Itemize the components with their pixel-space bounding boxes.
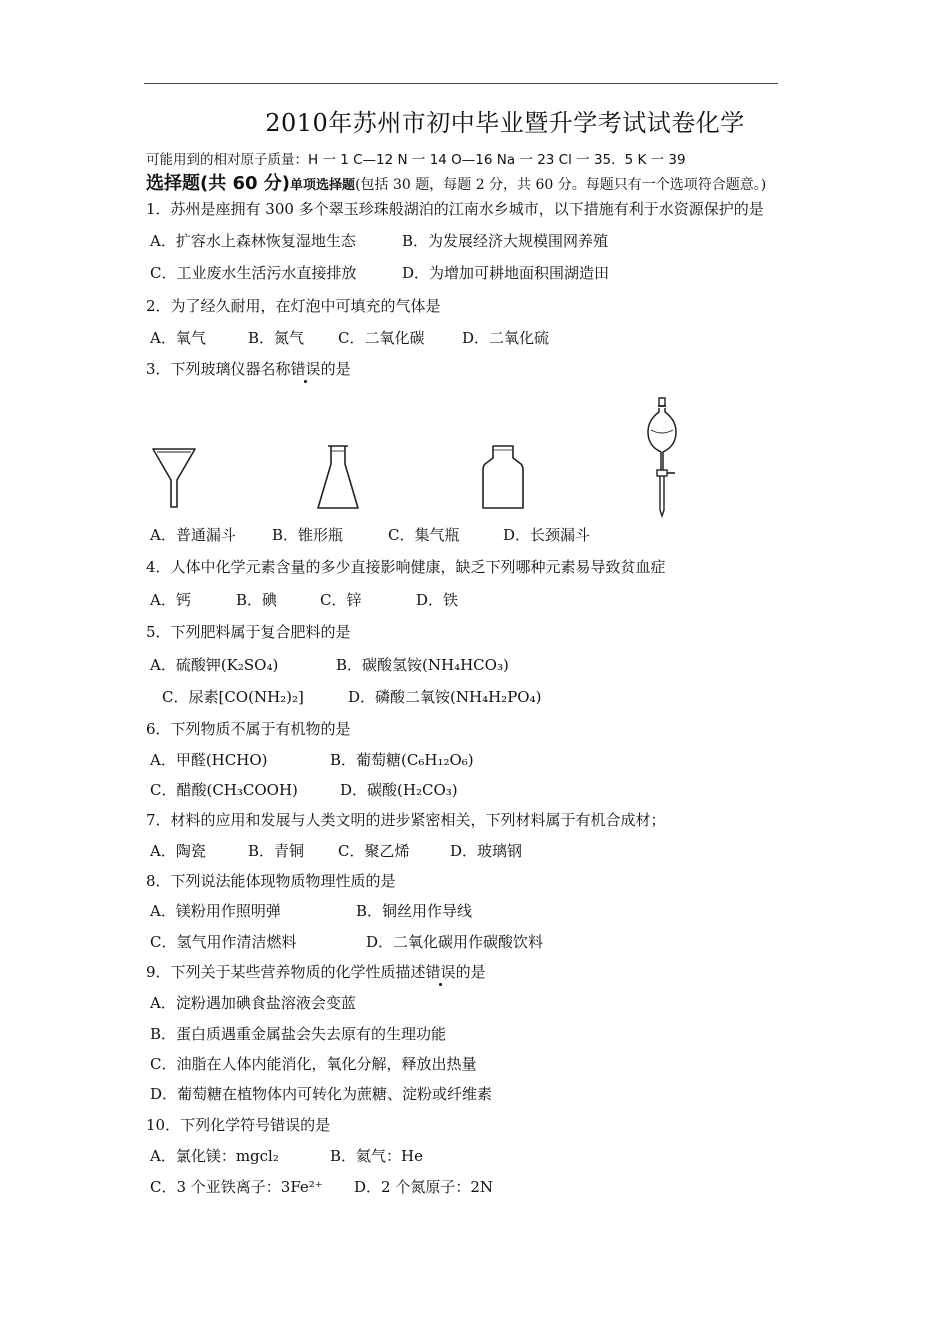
question-3-stem-end: 的是 [320, 360, 351, 378]
question-6-option-a: A．甲醛(HCHO) [150, 751, 268, 769]
question-2-option-b: B．氮气 [248, 329, 305, 347]
question-10-option-d: D．2 个氮原子：2N [354, 1178, 494, 1196]
question-4-option-d: D．铁 [416, 591, 459, 609]
page-title: 2010年苏州市初中毕业暨升学考试试卷化学 [265, 109, 745, 137]
atomic-masses-line: 可能用到的相对原子质量：H 一 1 C—12 N 一 14 O—16 Na 一 23 Cl 一 35．5 K 一 39 [146, 152, 686, 168]
section-title: 选择题(共 60 分) [146, 173, 291, 194]
question-2-option-a: A．氧气 [150, 329, 206, 347]
question-8-stem: 8．下列说法能体现物质物理性质的是 [146, 872, 396, 890]
question-5-option-b: B．碳酸氢铵(NH₄HCO₃) [336, 656, 509, 674]
question-3-option-a: A．普通漏斗 [150, 526, 236, 544]
question-4-option-c: C．锌 [320, 591, 362, 609]
question-7-stem: 7．材料的应用和发展与人类文明的进步紧密相关，下列材料属于有机合成材； [146, 811, 666, 829]
gas-jar-icon [478, 440, 528, 512]
question-7-option-d: D．玻璃钢 [450, 842, 523, 860]
question-5-option-c: C．尿素[CO(NH₂)₂] [162, 688, 304, 706]
question-8-option-a: A．镁粉用作照明弹 [150, 902, 281, 920]
conical-flask-icon [314, 442, 362, 512]
question-8-option-b: B．铜丝用作导线 [356, 902, 473, 920]
question-8-option-d: D．二氧化碳用作碳酸饮料 [366, 933, 544, 951]
separatory-funnel-icon [642, 396, 682, 520]
question-7-option-b: B．青铜 [248, 842, 305, 860]
question-1-option-d: D．为增加可耕地面积围湖造田 [402, 264, 610, 282]
question-9-option-a: A．淀粉遇加碘食盐溶液会变蓝 [150, 994, 356, 1012]
question-3-option-d: D．长颈漏斗 [503, 526, 591, 544]
question-10-option-c: C．3 个亚铁离子：3Fe²⁺ [150, 1178, 323, 1196]
question-3-option-b: B．锥形瓶 [272, 526, 344, 544]
question-4-stem: 4．人体中化学元素含量的多少直接影响健康，缺乏下列哪种元素易导致贫血症 [146, 558, 666, 576]
question-10-stem: 10．下列化学符号错误的是 [146, 1116, 331, 1134]
question-4-option-b: B．碘 [236, 591, 278, 609]
question-9-stem-end: 的是 [455, 963, 486, 981]
question-5-option-d: D．磷酸二氧铵(NH₄H₂PO₄) [348, 688, 542, 706]
question-10-option-b: B．氦气：He [330, 1147, 423, 1165]
question-9-option-c: C．油脂在人体内能消化，氧化分解，释放出热量 [150, 1055, 477, 1073]
question-2-option-d: D．二氧化硫 [462, 329, 550, 347]
question-2-option-c: C．二氧化碳 [338, 329, 425, 347]
question-7-option-c: C．聚乙烯 [338, 842, 410, 860]
question-6-stem: 6．下列物质不属于有机物的是 [146, 720, 351, 738]
question-9-stem [146, 962, 486, 982]
question-3-stem-start: 3．下列玻璃仪器名称 [146, 360, 291, 378]
question-9-emphasis: 错误 [425, 963, 456, 981]
question-6-option-b: B．葡萄糖(C₆H₁₂O₆) [330, 751, 474, 769]
question-6-option-c: C．醋酸(CH₃COOH) [150, 781, 298, 799]
question-10-option-a: A．氯化镁：mgcl₂ [150, 1147, 279, 1165]
question-5-stem: 5．下列肥料属于复合肥料的是 [146, 623, 351, 641]
question-7-option-a: A．陶瓷 [150, 842, 206, 860]
question-9-option-b: B．蛋白质遇重金属盐会失去原有的生理功能 [150, 1025, 447, 1043]
funnel-icon [150, 445, 198, 509]
question-3-option-c: C．集气瓶 [388, 526, 460, 544]
question-8-option-c: C．氢气用作清洁燃料 [150, 933, 297, 951]
question-9-option-d: D．葡萄糖在植物体内可转化为蔗糖、淀粉或纤维素 [150, 1085, 493, 1103]
section-instructions: (包括 30 题，每题 2 分，共 60 分。每题只有一个选项符合题意。) [355, 177, 767, 193]
question-6-option-d: D．碳酸(H₂CO₃) [340, 781, 458, 799]
question-1-option-c: C．工业废水生活污水直接排放 [150, 264, 357, 282]
header-rule [144, 83, 778, 84]
question-3-stem [146, 359, 351, 379]
question-4-option-a: A．钙 [150, 591, 191, 609]
question-1-option-a: A．扩容水上森林恢复湿地生态 [150, 232, 356, 250]
section-heading [146, 174, 766, 196]
question-1-stem: 1．苏州是座拥有 300 多个翠玉珍珠般湖泊的江南水乡城市，以下措施有利于水资源保护的是 [146, 200, 764, 218]
question-5-option-a: A．硫酸钾(K₂SO₄) [150, 656, 279, 674]
question-1-option-b: B．为发展经济大规模围网养殖 [402, 232, 609, 250]
section-subtitle: 单项选择题 [290, 178, 356, 193]
question-2-stem: 2．为了经久耐用，在灯泡中可填充的气体是 [146, 297, 441, 315]
question-9-stem-start: 9．下列关于某些营养物质的化学性质描述 [146, 963, 426, 981]
question-3-emphasis: 错误 [290, 360, 321, 378]
